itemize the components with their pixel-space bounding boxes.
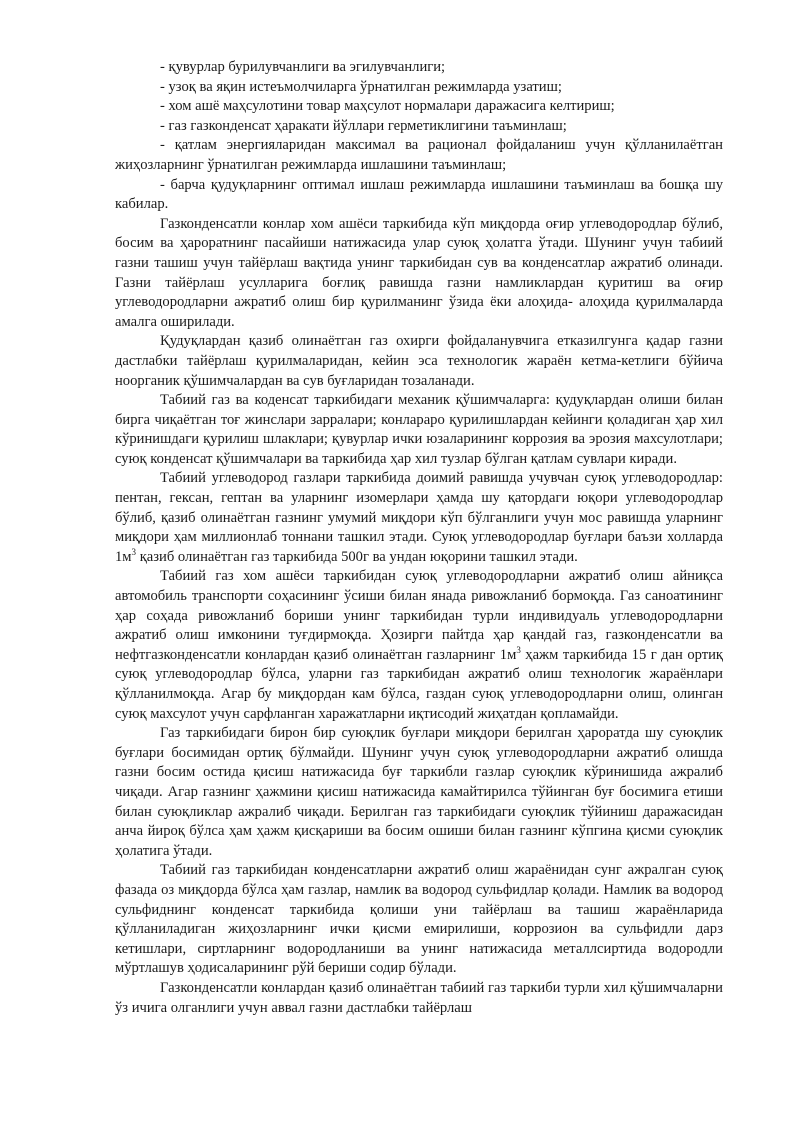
paragraph: Газконденсатли конлардан қазиб олинаётган табиий газ таркиби турли хил қўшимчаларни ўз ичига олганлиги учун аввал газни дастлабки тайёрлаш xyxy=(115,979,723,1016)
list-item: - қувурлар бурилувчанлиги ва эгилувчанлиги; xyxy=(160,59,446,75)
list-item: - узоқ ва яқин истеъмолчиларга ўрнатилган режимларда узатиш; xyxy=(160,78,562,95)
list-item: - хом ашё маҳсулотини товар маҳсулот нормалари даражасига келтириш; xyxy=(160,98,615,115)
paragraph: Табиий газ ва коденсат таркибидаги механик қўшимчаларга: қудуқлардан олиши билан бирга чиқаётган тоғ жинслари зарралари; конлараро қурилишлардан кейинги қоладиган ҳар хил кўринишдаги қурилиш шлаклари; қувурлар ички юзаларининг коррозия ва эрозия махсулотлари; суюқ конденсат қўшимчалари ва таркибида ҳар хил тузлар бўлган қатлам сувлари киради. xyxy=(115,392,723,467)
paragraph xyxy=(115,469,723,567)
list-item: - газ газконденсат ҳаракати йўллари герметиклигини таъминлаш; xyxy=(160,117,567,134)
paragraph: Газ таркибидаги бирон бир суюқлик буғлари миқдори берилган ҳароратда шу суюқлик буғлари босимидан ортиқ бўлмайди. Шунинг учун суюқ углеводородларни ажратиб олишда газни босим остида қисиш натижасида буғ таркибли газлар суюқлик кўринишида ажралиб чиқади. Агар газнинг ҳажмини қисиш натижасида камайтирилса тўйинган буғ босимига етиши билан суюқликлар ажралиб чиқади. Берилган газ таркибидаги суюқлик тўйиниш даражасидан анча йироқ бўлса ҳам ҳажм қисқариши ва босим ошиши билан газнинг кўпгина қисми суюқлик ҳолатига ўтади. xyxy=(115,725,723,859)
list-item: - қатлам энергияларидан максимал ва рационал фойдаланиш учун қўлланилаётган жиҳозларнинг ўрнатилган режимларда ишлашини таъминлаш; xyxy=(115,137,723,173)
paragraph-text: қазиб олинаётган газ таркибида 500г ва ундан юқорини ташкил этади. xyxy=(136,548,578,565)
paragraph-text: Табиий газ хом ашёси таркибидан суюқ углеводородларни ажратиб олиш айниқса автомобиль транспорти соҳасининг ўсиши билан янада ривожланиб бормоқда. Газ саноатининг ҳар соҳада ривожланиб бориши унинг таркибидан турли индивидуаль углеводородларни ажратиб олиш имконини туғдирмоқда. Ҳозирги пайтда ҳар қандай газ, газконденсатли ва нефтгазконденсатли конлардан қазиб олинаётган газларнинг 1м xyxy=(115,568,723,663)
paragraph-text: ҳажм таркибида 15 г дан ортиқ суюқ углеводородлар бўлса, уларни газ таркибидан ажратиб олиш технологик жараёнлари қўлланилмоқда. Агар бу миқдордан кам бўлса, газдан суюқ углеводородларни олиш, олинган суюқ махсулот учун сарфланган харажатларни иқтисодий жиҳатдан қопламайди. xyxy=(115,646,724,722)
paragraph: Газконденсатли конлар хом ашёси таркибида кўп миқдорда оғир углеводородлар бўлиб, босим ва ҳароратнинг пасайиши натижасида улар суюқ ҳолатга ўтади. Шунинг учун табиий газни ташиш учун тайёрлаш вақтида унинг таркибидан сув ва конденсатлар ажратиб олинади. Газни тайёрлаш усулларига боғлиқ равишда газни намликлардан қуритиш ва оғир углеводородларни ажратиб олиш бир қурилманинг ўзида ёки алоҳида- алоҳида қурилмаларда амалга оширилади. xyxy=(115,215,723,330)
superscript: 3 xyxy=(516,644,521,655)
superscript: 3 xyxy=(131,546,137,557)
document-body xyxy=(115,58,723,1018)
paragraph-text: Табиий углеводород газлари таркибида доимий равишда учувчан суюқ углеводородлар: пентан, гексан, гептан ва уларнинг изомерлари ҳамда шу қатордаги юқори углеводородлар бўлиб, қазиб олинаётган газнинг умумий миқдори кўп бўлганлиги учун мос равишда уларнинг миқдори ҳам миллионлаб тоннани ташкил этади. Суюқ углеводородлар буғлари баъзи холларда 1м xyxy=(115,470,723,565)
list-item: - барча қудуқларнинг оптимал ишлаш режимларда ишлашини таъминлаш ва бошқа шу кабилар. xyxy=(115,176,723,213)
paragraph xyxy=(115,567,723,724)
paragraph: Табиий газ таркибидан конденсатларни ажратиб олиш жараёнидан сунг ажралган суюқ фазада оз миқдорда бўлса ҳам газлар, намлик ва водород сульфидлар қолади. Намлик ва водород сульфиднинг конденсат таркибида қолиши уни тайёрлаш ва ташиш жараёнларида қўлланиладиган жиҳозларнинг ички қисми емирилиши, коррозион ва сульфидли дарз кетишлари, сиртларнинг водородланиши ва унинг натижасида металлсиртида водородли мўртлашув ҳодисаларининг рўй бериши содир бўлади. xyxy=(115,862,723,977)
paragraph: Қудуқлардан қазиб олинаётган газ охирги фойдаланувчига етказилгунга қадар газни дастлабки тайёрлаш қурилмаларидан, кейин эса технологик жараён кетма-кетлиги бўйича ноорганик қўшимчалардан ва сув буғларидан тозаланади. xyxy=(115,333,723,389)
